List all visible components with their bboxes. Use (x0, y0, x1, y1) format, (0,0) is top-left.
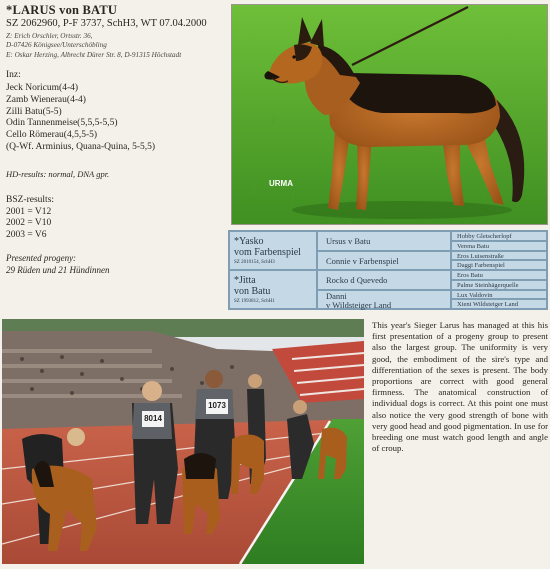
pedigree-gen2-cell (317, 270, 451, 290)
sire-name (234, 237, 301, 258)
gen3-name: Xieni Wildsteiger Land (457, 301, 518, 309)
inz-item: (Q-Wf. Arminius, Quana-Quina, 5-5,5) (6, 141, 156, 152)
inz-list (6, 83, 155, 154)
pedigree-dam (229, 270, 317, 309)
gen2-name: Connie v Farbenspiel (326, 255, 399, 266)
pedigree-gen3-cell (451, 251, 547, 261)
bib-number: 1073 (208, 401, 226, 410)
pedigree-gen3-cell (451, 299, 547, 309)
article-text: This year's Sieger Larus has managed at this his first presentation of a progeny group to present also the largest group. The uniformity is very good, the embodiment of the sire's type and differentiation of the sexes is present. The body proportions are correct with good general firmness. The anatomical construction of individual dogs is correct. At this point one must also notice the very good strength of bone with very good head and good pigmentation. In use for breeding one must watch good length and angle of croup. (372, 320, 548, 454)
inz-item: Jeck Noricum(4-4) (6, 83, 79, 93)
dam-name-line2: von Batu (234, 285, 271, 297)
pedigree-gen3-cell (451, 280, 547, 290)
bib-number: 8014 (144, 414, 162, 423)
inz-item: Odin Tannenmeise(5,5,5-5,5) (6, 118, 118, 129)
sire-name-line1: *Yasko (234, 236, 264, 247)
gen3-name: Eros Luisenstraße (457, 252, 504, 260)
bsz-label: BSZ-results: (6, 195, 55, 205)
progeny-group-photo (2, 319, 364, 564)
breeder-line: Z: Erich Orschler, Ortsstr. 36, (6, 32, 93, 40)
bsz-item: 2001 = V12 (6, 207, 52, 217)
pedigree-gen3-cell (451, 241, 547, 251)
dog-title: *LARUS von BATU (6, 3, 118, 17)
gen3-name: Verena Batu (457, 242, 489, 250)
breeder-city-line: D-07426 Königsee/Unterschöbling (6, 41, 107, 50)
pedigree-sire (229, 231, 317, 270)
gen3-name: Hobby Gletscherlopf (457, 233, 512, 240)
gen2-name: Danni (326, 290, 347, 301)
pedigree-gen3-cell (451, 290, 547, 300)
pedigree-gen2-cell (317, 231, 451, 251)
german-shepherd-illustration (232, 5, 547, 224)
inz-item: Zilli Batu(5-5) (6, 106, 62, 117)
breeder-owner-block (6, 32, 181, 60)
owner-line: E: Oskar Herzing, Albrecht Dürer Str. 8, D-91315 Höchstadt (6, 50, 182, 59)
inz-item: Cello Römerau(4,5,5-5) (6, 130, 98, 141)
hd-results: HD-results: normal, DNA gpr. (6, 169, 110, 179)
inz-label: Inz: (6, 70, 21, 80)
gen2-name: Ursus v Batu (326, 236, 371, 246)
gen3-name: Palme Steinhägerquelle (457, 281, 519, 289)
dam-reg: SZ 1993812, SchH1 (234, 299, 275, 304)
gen2-name-cont: v Wildsteiger Land (326, 299, 392, 310)
inz-item: Zamb Wienerau(4-4) (6, 94, 86, 105)
pedigree-gen3-cell (451, 260, 547, 270)
bsz-item: 2003 = V6 (6, 229, 47, 240)
pedigree-gen2-cell (317, 251, 451, 271)
bsz-list (6, 207, 51, 241)
gen3-name: Daggi Farbenspiel (457, 262, 505, 270)
photo-caption: URMA (269, 179, 293, 188)
bsz-item: 2002 = V10 (6, 218, 52, 229)
gen3-name: Lux Valdovin (457, 291, 493, 299)
registration-line: SZ 2062960, P-F 3737, SchH3, WT 07.04.2000 (6, 18, 207, 29)
pedigree-gen2-cell (317, 290, 451, 310)
presented-progeny (6, 253, 110, 276)
sire-reg: SZ 2010154, SchH3 (234, 260, 275, 265)
gen2-name: Rocko d Quevedo (326, 275, 388, 285)
stadium-scene-illustration (2, 319, 364, 564)
pedigree-gen3-cell (451, 270, 547, 280)
dam-name-line1: *Jitta (234, 275, 256, 286)
dog-photo (231, 4, 548, 225)
sire-name-line2: vom Farbenspiel (234, 246, 301, 258)
pedigree-gen3-cell (451, 231, 547, 241)
gen3-name: Eros Batu (457, 272, 483, 279)
progeny-count: 29 Rüden und 21 Hündinnen (6, 264, 110, 275)
progeny-label: Presented progeny: (6, 253, 77, 263)
pedigree-table (228, 230, 548, 310)
dam-name (234, 276, 270, 297)
